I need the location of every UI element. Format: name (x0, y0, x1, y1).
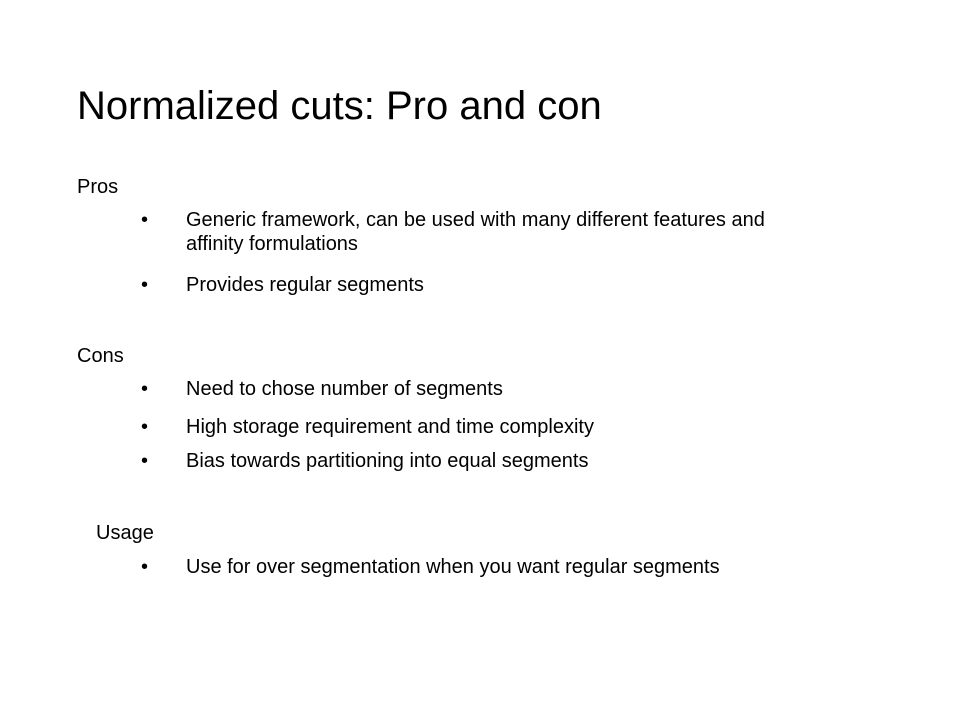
bullet-item (141, 273, 841, 297)
slide-title: Normalized cuts: Pro and con (77, 84, 602, 128)
bullet-marker: • (141, 416, 149, 438)
bullet-text: Provides regular segments (186, 274, 424, 296)
bullet-marker: • (141, 209, 149, 231)
bullet-marker: • (141, 274, 149, 296)
bullet-item (141, 555, 841, 579)
bullet-marker: • (141, 378, 149, 400)
section-heading-cons: Cons (77, 345, 124, 367)
section-heading-usage: Usage (96, 522, 154, 544)
bullet-item (141, 415, 841, 439)
bullet-item (141, 377, 841, 401)
bullet-item (141, 208, 841, 256)
bullet-marker: • (141, 556, 149, 578)
bullet-text: Generic framework, can be used with many different features and affinity formulations (186, 209, 765, 255)
bullet-item (141, 449, 841, 473)
bullet-text: Use for over segmentation when you want regular segments (186, 556, 720, 578)
bullet-text: Need to chose number of segments (186, 378, 503, 400)
bullet-text: Bias towards partitioning into equal segments (186, 450, 589, 472)
section-heading-pros: Pros (77, 176, 119, 198)
bullet-text: High storage requirement and time complexity (186, 416, 594, 438)
bullet-marker: • (141, 450, 149, 472)
